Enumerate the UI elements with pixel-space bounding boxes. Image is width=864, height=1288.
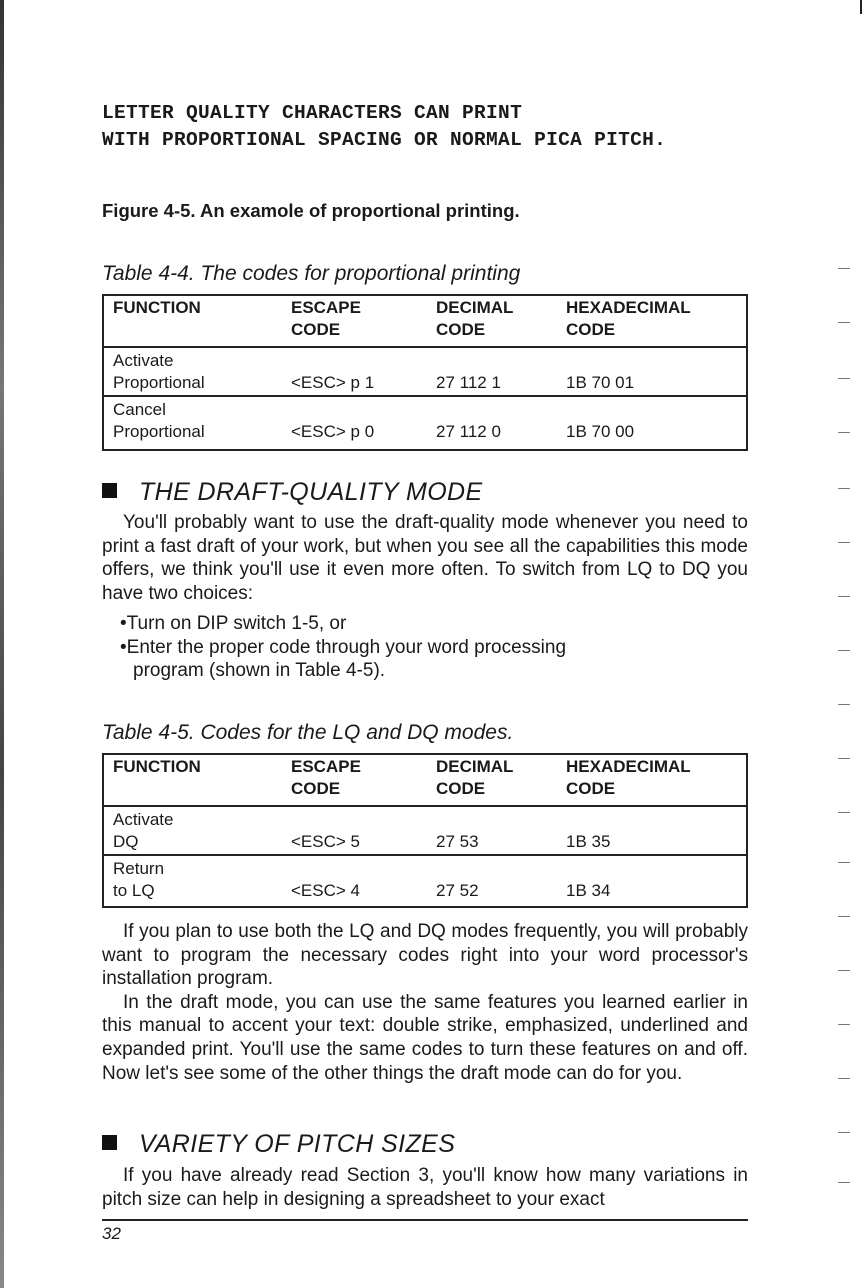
header-function: FUNCTION [113,757,201,776]
section-bullet-icon [102,1135,117,1150]
paragraph: In the draft mode, you can use the same features you learned earlier in this manual to accent your text: double strike, emphasized, underlined and expanded print. You'll use the same codes to turn these features on and off. Now let's see some of the other things the draft mode can do for you. [102,991,748,1084]
header-hex-code: HEXADECIMAL CODE [566,298,691,339]
list-item: •Enter the proper code through your word processing [120,636,567,658]
draft-options-list [120,612,566,683]
table-4-4-caption: Table 4-4. The codes for proportional printing [102,262,521,285]
sample-line-1: LETTER QUALITY CHARACTERS CAN PRINT [102,102,523,124]
draft-intro-paragraph: You'll probably want to use the draft-quality mode whenever you need to print a fast draft of your work, but when you see all the capabilities this mode offers, we think you'll use it even more often. To switch from LQ to DQ you have two choices: [102,512,748,604]
list-item: •Turn on DIP switch 1-5, or [120,613,347,634]
page-edge-shadow [0,0,4,1288]
page-edge-mark [860,0,862,14]
paragraph: If you plan to use both the LQ and DQ modes frequently, you will probably want to program the necessary codes right into your word processor's installation program. [102,921,748,990]
header-hex-code: HEXADECIMAL CODE [566,757,691,798]
list-item-continued: program (shown in Table 4-5). [133,660,386,682]
table-row: Activate DQ <ESC> 5 27 53 1B 35 [102,806,748,855]
table-4-4 [102,294,748,444]
pitch-intro-paragraph: If you have already read Section 3, you'll know how many variations in pitch size can help in designing a spreadsheet to your exact [102,1165,748,1210]
sample-line-2: WITH PROPORTIONAL SPACING OR NORMAL PICA PITCH. [102,129,667,151]
proportional-sample [102,100,666,154]
table-row: Activate Proportional <ESC> p 1 27 112 1 1B 70 01 [102,347,748,396]
table-header-row [102,294,748,347]
header-function: FUNCTION [113,298,201,317]
header-escape-code: ESCAPE CODE [291,298,361,339]
table-4-5-caption: Table 4-5. Codes for the LQ and DQ modes. [102,721,514,744]
header-decimal-code: DECIMAL CODE [436,298,514,339]
table-row: Cancel Proportional <ESC> p 0 27 112 0 1B 70 00 [102,396,748,444]
table-4-5 [102,753,748,903]
page-number: 32 [102,1224,121,1243]
after-table-paragraphs [102,920,748,1085]
section-bullet-icon [102,483,117,498]
footer-rule [102,1219,748,1221]
section-heading-pitch: VARIETY OF PITCH SIZES [102,1130,455,1159]
table-header-row [102,753,748,806]
header-decimal-code: DECIMAL CODE [436,757,514,798]
header-escape-code: ESCAPE CODE [291,757,361,798]
table-row: Return to LQ <ESC> 4 27 52 1B 34 [102,855,748,903]
section-heading-draft: THE DRAFT-QUALITY MODE [102,478,483,507]
figure-caption: Figure 4-5. An examole of proportional printing. [102,200,520,221]
